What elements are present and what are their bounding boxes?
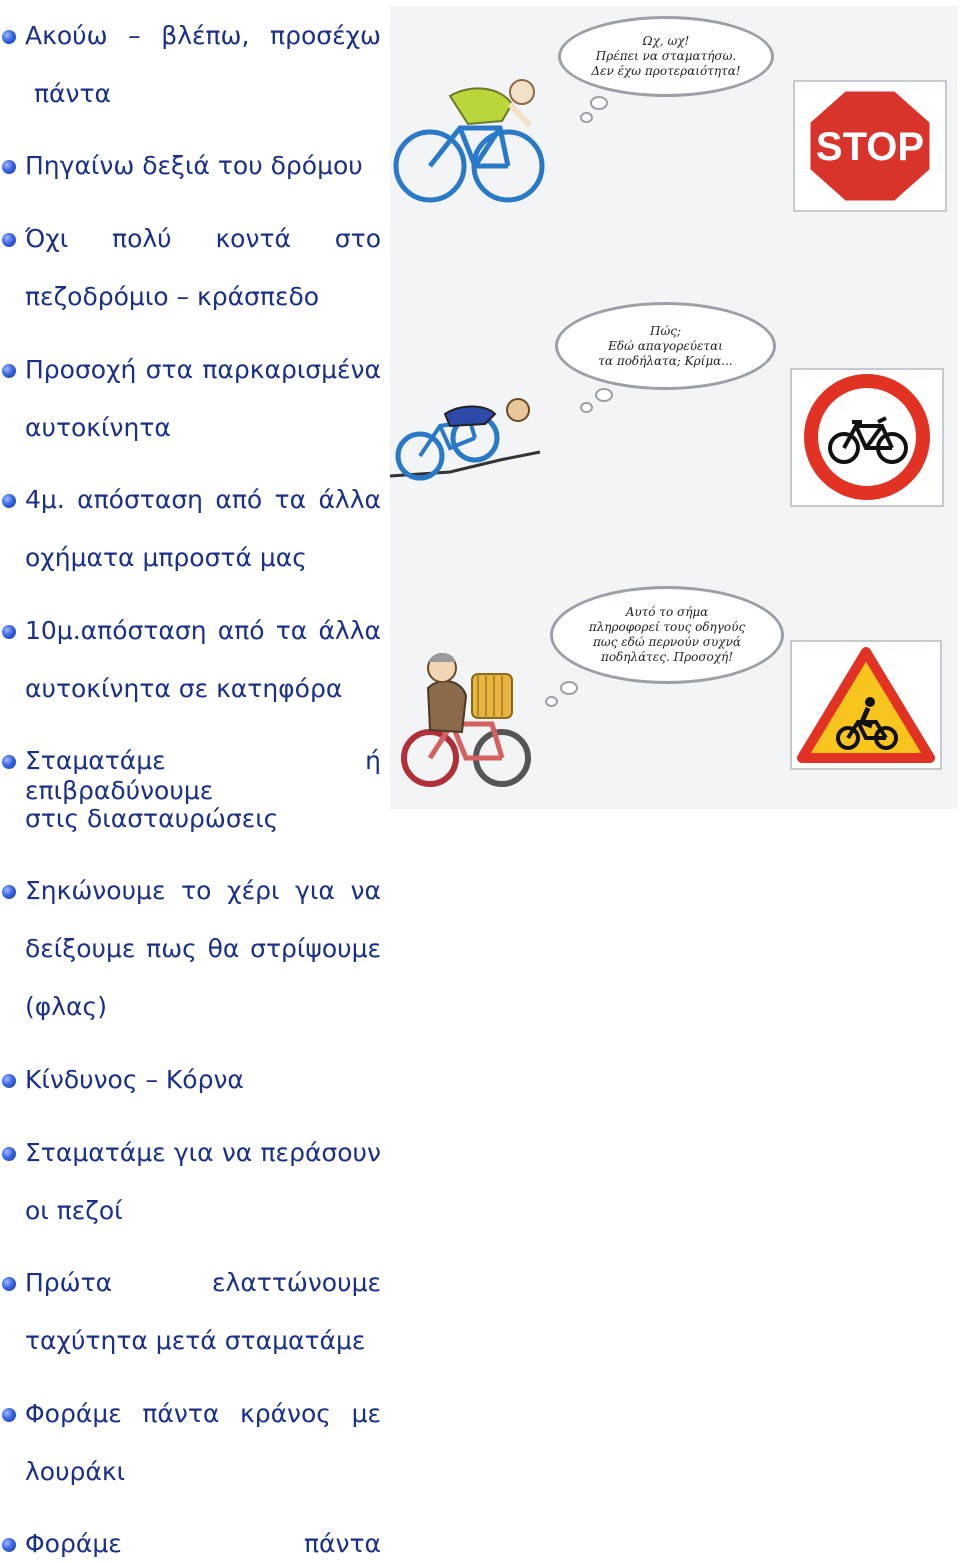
stop-sign-text: STOP — [815, 125, 925, 169]
speech-bubble-line: Δεν έχω προτεραιότητα! — [591, 64, 741, 78]
list-item-line: Σταματάμε για να περάσουν — [25, 1138, 381, 1167]
bullet-icon — [2, 1538, 16, 1552]
list-item-line: 10μ.απόσταση από τα άλλα — [25, 616, 381, 645]
bullet-icon — [2, 364, 16, 378]
bullet-icon — [2, 233, 16, 247]
stop-sign-icon — [795, 82, 945, 210]
bullet-icon — [2, 1074, 16, 1088]
speech-bubble-line: τα ποδήλατα; Κρίμα... — [598, 353, 733, 368]
thought-dot — [590, 96, 608, 110]
list-item-line: Πηγαίνω δεξιά του δρόμου — [25, 151, 363, 180]
bullet-icon — [2, 625, 16, 639]
list-item-line: Ακούω – βλέπω, προσέχω — [25, 21, 381, 50]
list-item-line: στις διασταυρώσεις — [25, 804, 279, 833]
list-item-line: Κίνδυνος – Κόρνα — [25, 1065, 244, 1094]
speech-bubble-line: Ωχ, ωχ! — [642, 34, 690, 48]
list-item-line: Σηκώνουμε το χέρι για να — [25, 876, 381, 905]
list-item-line: (φλας) — [25, 992, 107, 1021]
list-item-line: αυτοκίνητα σε κατηφόρα — [25, 674, 343, 703]
speech-bubble-line: πληροφορεί τους οδηγούς — [588, 620, 746, 634]
list-item-line: οι πεζοί — [25, 1196, 123, 1225]
bullet-icon — [2, 30, 16, 44]
speech-bubble-line: Πρέπει να σταματήσω. — [595, 49, 737, 63]
list-item-line: πάντα — [34, 79, 112, 108]
no-bicycles-sign-icon — [792, 370, 942, 505]
list-item-line: πεζοδρόμιο – κράσπεδο — [25, 282, 320, 311]
list-item-line: Φοράμε πάντα — [25, 1529, 381, 1558]
bullet-icon — [2, 1147, 16, 1161]
bullet-icon — [2, 1408, 16, 1422]
list-item-line: Πρώτα ελαττώνουμε — [25, 1268, 381, 1297]
speech-bubble — [558, 16, 774, 97]
speech-bubble-line: Εδώ απαγορεύεται — [608, 338, 723, 353]
bullet-icon — [2, 885, 16, 899]
list-item-line: ταχύτητα μετά σταματάμε — [25, 1326, 366, 1355]
list-item-line: λουράκι — [25, 1457, 126, 1486]
list-item-line: Σταματάμε ή επιβραδύνουμε — [25, 746, 381, 805]
stop-sign-card — [793, 80, 947, 212]
speech-bubble — [550, 586, 784, 684]
speech-bubble — [555, 302, 776, 390]
bullet-icon — [2, 160, 16, 174]
list-item-line: δείξουμε πως θα στρίψουμε — [25, 934, 381, 963]
bicycle-warning-sign-card — [790, 640, 942, 770]
list-item-line: Προσοχή στα παρκαρισμένα — [25, 355, 381, 384]
no-bicycles-sign-card — [790, 368, 944, 507]
bicycle-warning-sign-icon — [792, 642, 940, 768]
old-man-cyclist-illustration — [400, 646, 550, 796]
list-item-line: οχήματα μπροστά μας — [25, 543, 307, 572]
cyclist-downhill-illustration — [390, 376, 550, 496]
speech-bubble-line: πως εδώ περνούν συχνά — [593, 635, 741, 649]
speech-bubble-line: Πώς; — [649, 323, 681, 338]
list-item-line: Όχι πολύ κοντά στο — [25, 224, 381, 253]
list-item-line: 4μ. απόσταση από τα άλλα — [25, 485, 381, 514]
bullet-icon — [2, 755, 16, 769]
road-signs-illustration — [390, 6, 958, 809]
thought-dot — [580, 112, 593, 123]
thought-dot — [560, 681, 578, 695]
cyclist-illustration — [390, 66, 560, 216]
list-item-line: αυτοκίνητα — [25, 413, 171, 442]
speech-bubble-line: Αυτό το σήμα — [625, 605, 709, 619]
bullet-icon — [2, 1277, 16, 1291]
bullet-icon — [2, 494, 16, 508]
speech-bubble-line: ποδηλάτες. Προσοχή! — [600, 650, 734, 664]
thought-dot — [580, 402, 593, 413]
thought-dot — [595, 388, 613, 402]
list-item-line: Φοράμε πάντα κράνος με — [25, 1399, 381, 1428]
